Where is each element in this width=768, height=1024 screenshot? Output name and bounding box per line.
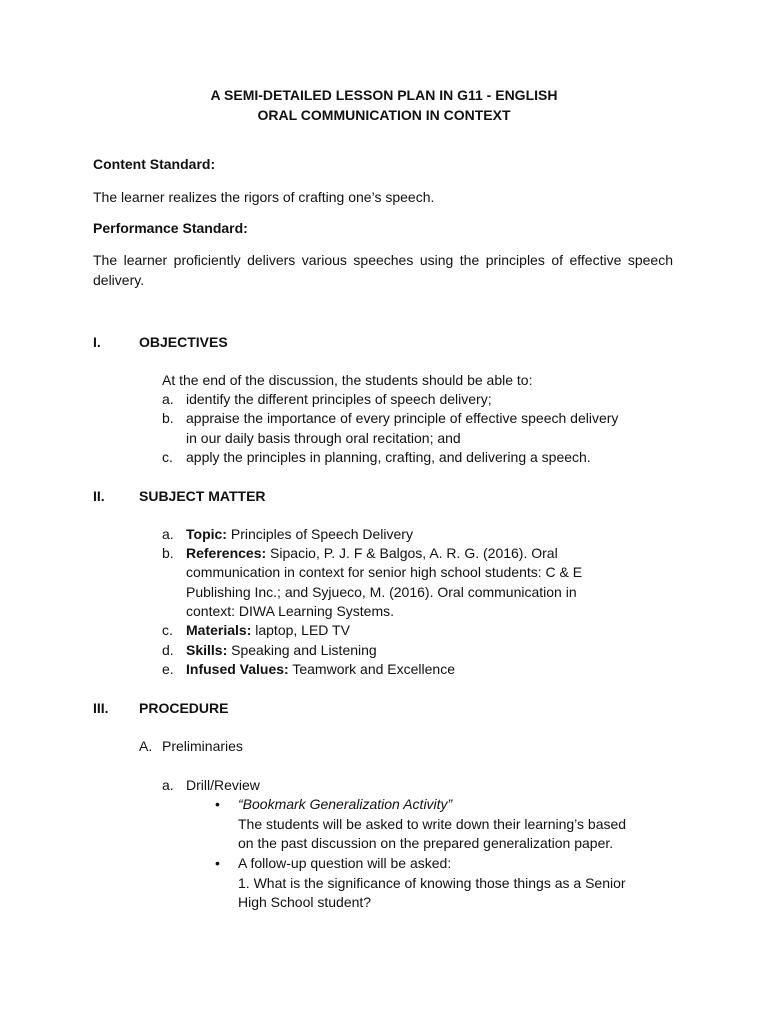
subject-item-text-cont: communication in context for senior high school students: C & E [186, 564, 583, 580]
title-line-1: A SEMI-DETAILED LESSON PLAN IN G11 - ENGLISH [210, 87, 558, 103]
bullet-symbol: • [215, 855, 220, 871]
bullet-line: The students will be asked to write down their learning’s based [238, 816, 627, 832]
bullet-line: on the past discussion on the prepared generalization paper. [238, 835, 614, 851]
objective-marker: a. [162, 391, 174, 407]
subject-item-text: Speaking and Listening [231, 642, 377, 658]
subject-item-text: Teamwork and Excellence [292, 661, 455, 677]
drill-marker: a. [162, 777, 174, 793]
subject-marker: a. [162, 526, 174, 542]
section-heading-procedure: PROCEDURE [139, 700, 229, 716]
objective-item-text: identify the different principles of speech delivery; [186, 391, 492, 407]
subject-marker: c. [162, 622, 173, 638]
subject-item-label: Materials: [186, 622, 252, 638]
bullet-line: High School student? [238, 894, 372, 910]
subject-item-text: Principles of Speech Delivery [230, 526, 413, 542]
subject-item [186, 660, 455, 680]
subject-item-text-cont: context: DIWA Learning Systems. [186, 603, 395, 619]
objective-marker: c. [162, 449, 173, 465]
bullet-line: 1. What is the significance of knowing those things as a Senior [238, 875, 626, 891]
subject-item [186, 544, 558, 564]
subject-marker: e. [162, 661, 174, 677]
subject-item-text-cont: Publishing Inc.; and Syjueco, M. (2016). Oral communication in [186, 584, 577, 600]
subject-item-label: Infused Values: [186, 661, 289, 677]
bullet-symbol: • [215, 796, 220, 812]
objectives-intro: At the end of the discussion, the students should be able to: [162, 372, 533, 388]
performance-standard-text: The learner proficiently delivers various speeches using the principles of effective speech delivery. [93, 252, 673, 288]
objective-item-text: appraise the importance of every principle of effective speech delivery [186, 410, 619, 426]
drill-label: Drill/Review [186, 777, 260, 793]
subject-item [186, 621, 350, 641]
performance-standard-heading: Performance Standard: [93, 220, 248, 236]
subject-item-label: Skills: [186, 642, 228, 658]
section-numeral-procedure: III. [93, 700, 109, 716]
subject-item [186, 525, 413, 545]
content-standard-heading: Content Standard: [93, 156, 216, 172]
subject-marker: b. [162, 545, 174, 561]
subject-marker: d. [162, 642, 174, 658]
procedure-sub-marker: A. [139, 738, 153, 754]
content-standard-text: The learner realizes the rigors of crafting one’s speech. [93, 189, 435, 205]
subject-item [186, 641, 377, 661]
section-heading-subject-matter: SUBJECT MATTER [139, 488, 266, 504]
procedure-sub-label: Preliminaries [162, 738, 243, 754]
subject-item-text: laptop, LED TV [255, 622, 350, 638]
title-line-2: ORAL COMMUNICATION IN CONTEXT [257, 107, 511, 123]
objective-marker: b. [162, 410, 174, 426]
objective-item-text: apply the principles in planning, crafting, and delivering a speech. [186, 449, 591, 465]
bullet-title: “Bookmark Generalization Activity” [238, 796, 453, 812]
subject-item-text: Sipacio, P. J. F & Balgos, A. R. G. (2016). Oral [270, 545, 558, 561]
objective-item-text-cont: in our daily basis through oral recitation; and [186, 430, 461, 446]
section-numeral-objectives: I. [93, 334, 101, 350]
section-numeral-subject-matter: II. [93, 488, 105, 504]
bullet-title: A follow-up question will be asked: [238, 855, 452, 871]
section-heading-objectives: OBJECTIVES [139, 334, 228, 350]
subject-item-label: Topic: [186, 526, 227, 542]
subject-item-label: References: [186, 545, 267, 561]
